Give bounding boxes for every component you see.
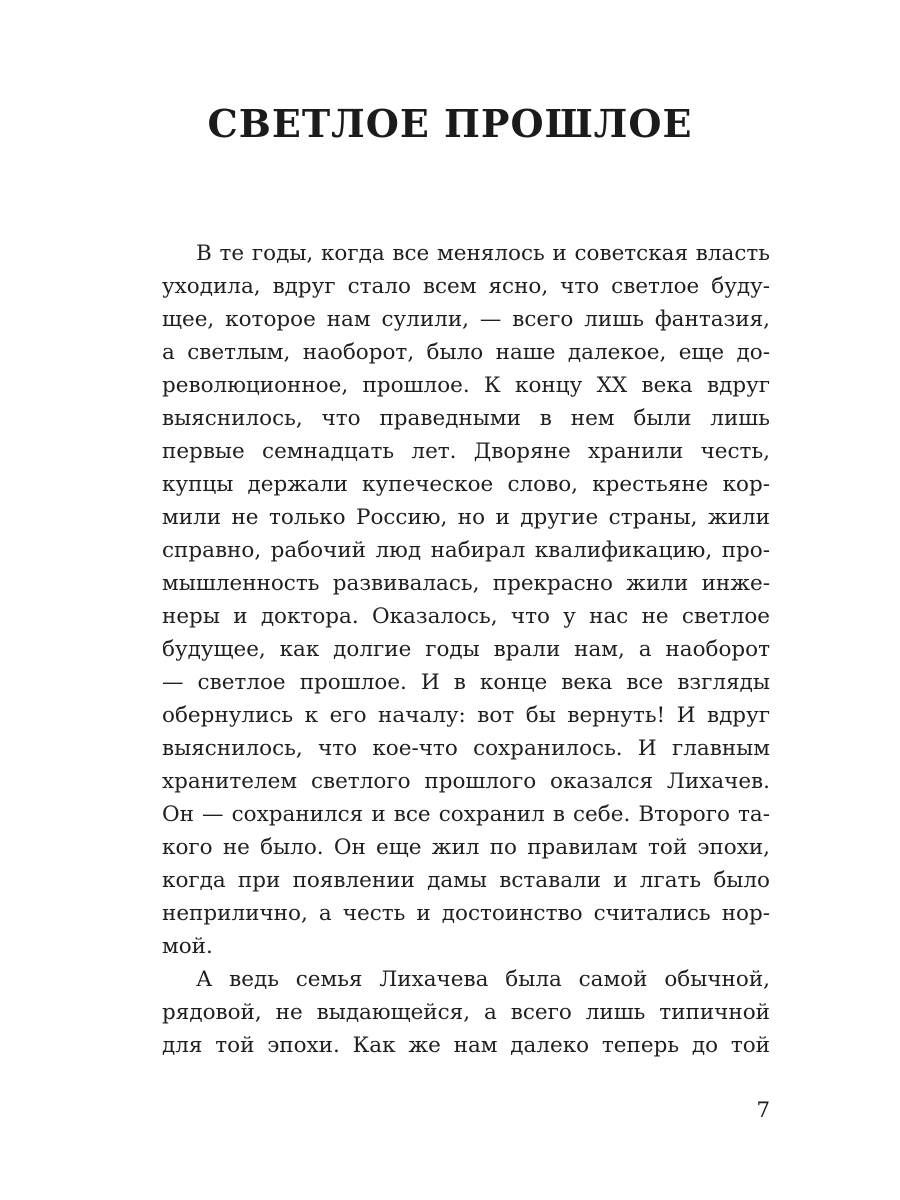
text-line: В те годы, когда все менялось и советская власть — [196, 241, 770, 266]
text-line: мой. — [162, 934, 213, 959]
text-line: когда при появлении дамы вставали и лгать было — [162, 868, 770, 893]
text-line: будущее, как долгие годы врали нам, а наоборот — [162, 637, 770, 662]
page-title: СВЕТЛОЕ ПРОШЛОЕ — [207, 101, 693, 146]
text-line: А ведь семья Лихачева была самой обычной, — [196, 967, 770, 992]
text-line: мили не только Россию, но и другие страны, жили — [162, 505, 770, 530]
text-line: неприлично, а честь и достоинство считались нор- — [162, 901, 770, 926]
paragraph — [162, 963, 770, 1062]
text-line: кого не было. Он еще жил по правилам той эпохи, — [162, 835, 770, 860]
text-line: для той эпохи. Как же нам далеко теперь до той — [162, 1033, 770, 1058]
text-line: выяснилось, что праведными в нем были лишь — [162, 406, 770, 431]
text-line: революционное, прошлое. К концу XX века вдруг — [162, 373, 770, 398]
text-line: Он — сохранился и все сохранил в себе. Второго та- — [162, 802, 770, 827]
text-line: — светлое прошлое. И в конце века все взгляды — [162, 670, 770, 695]
text-line: купцы держали купеческое слово, крестьяне кор- — [162, 472, 770, 497]
text-line: первые семнадцать лет. Дворяне хранили честь, — [162, 439, 770, 464]
text-line: выяснилось, что кое-что сохранилось. И главным — [162, 736, 770, 761]
text-line: уходила, вдруг стало всем ясно, что светлое буду- — [162, 274, 770, 299]
body-text — [162, 237, 770, 1062]
page-number: 7 — [756, 1098, 770, 1123]
text-line: неры и доктора. Оказалось, что у нас не светлое — [162, 604, 770, 629]
text-line: обернулись к его началу: вот бы вернуть! И вдруг — [162, 703, 770, 728]
text-line: справно, рабочий люд набирал квалификацию, про- — [162, 538, 770, 563]
text-line: рядовой, не выдающейся, а всего лишь типичной — [162, 1000, 770, 1025]
text-line: мышленность развивалась, прекрасно жили инже- — [162, 571, 770, 596]
text-line: щее, которое нам сулили, — всего лишь фантазия, — [162, 307, 770, 332]
text-line: а светлым, наоборот, было наше далекое, еще до- — [162, 340, 770, 365]
paragraph — [162, 237, 770, 963]
text-line: хранителем светлого прошлого оказался Лихачев. — [162, 769, 770, 794]
